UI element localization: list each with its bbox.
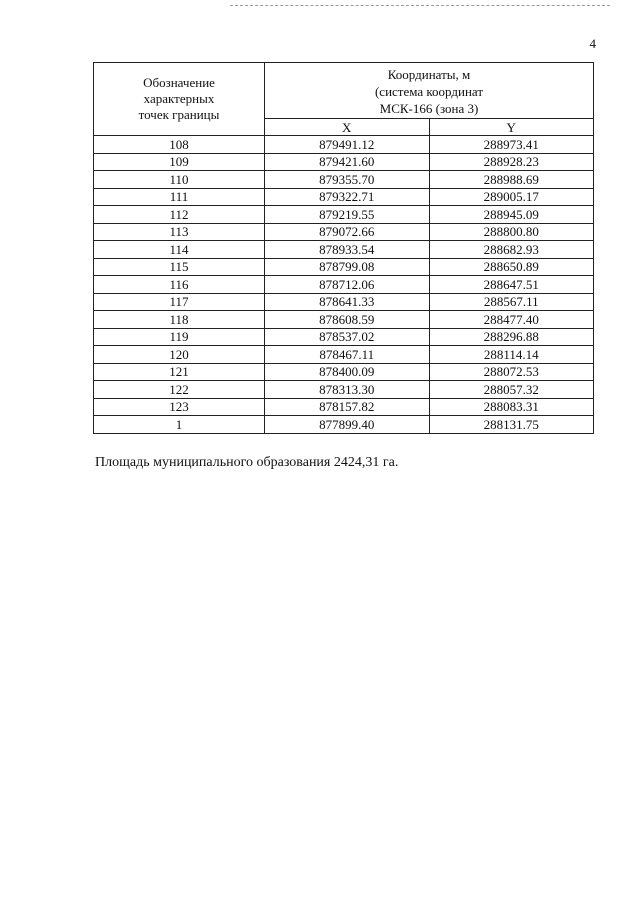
cell-y: 288057.32 [429, 381, 594, 399]
cell-x: 879491.12 [265, 136, 430, 154]
table-row [94, 311, 594, 329]
cell-point: 109 [94, 153, 265, 171]
header-coords-line: (система координат [374, 84, 484, 99]
table-row [94, 416, 594, 434]
cell-y: 288650.89 [429, 258, 594, 276]
table-row [94, 153, 594, 171]
cell-x: 878400.09 [265, 363, 430, 381]
cell-x: 878712.06 [265, 276, 430, 294]
table-row [94, 188, 594, 206]
top-edge-dashes [230, 5, 610, 6]
table-row [94, 223, 594, 241]
header-coordinates [265, 63, 594, 119]
cell-x: 878799.08 [265, 258, 430, 276]
cell-x: 878313.30 [265, 381, 430, 399]
cell-x: 877899.40 [265, 416, 430, 434]
cell-point: 112 [94, 206, 265, 224]
cell-point: 110 [94, 171, 265, 189]
cell-y: 288296.88 [429, 328, 594, 346]
table-row [94, 381, 594, 399]
cell-point: 115 [94, 258, 265, 276]
table-row [94, 346, 594, 364]
area-statement: Площадь муниципального образования 2424,31 га. [95, 455, 399, 470]
header-x: X [265, 119, 430, 136]
cell-point: 114 [94, 241, 265, 259]
table-row [94, 241, 594, 259]
cell-y: 288682.93 [429, 241, 594, 259]
table-row [94, 293, 594, 311]
cell-point: 122 [94, 381, 265, 399]
cell-point: 111 [94, 188, 265, 206]
cell-point: 120 [94, 346, 265, 364]
cell-point: 121 [94, 363, 265, 381]
cell-point: 116 [94, 276, 265, 294]
cell-x: 878157.82 [265, 398, 430, 416]
header-coords-line: Координаты, м [387, 67, 471, 82]
cell-y: 288800.80 [429, 223, 594, 241]
header-point-line: точек границы [138, 107, 220, 122]
page-number: 4 [589, 36, 596, 51]
cell-point: 118 [94, 311, 265, 329]
header-point-designation [94, 63, 265, 136]
cell-y: 288567.11 [429, 293, 594, 311]
table-body [94, 136, 594, 434]
cell-y: 288928.23 [429, 153, 594, 171]
cell-x: 878608.59 [265, 311, 430, 329]
cell-x: 878467.11 [265, 346, 430, 364]
cell-y: 288114.14 [429, 346, 594, 364]
table-row [94, 363, 594, 381]
table-row [94, 328, 594, 346]
cell-point: 119 [94, 328, 265, 346]
table-row [94, 171, 594, 189]
table-row [94, 398, 594, 416]
cell-y: 288131.75 [429, 416, 594, 434]
cell-y: 288083.31 [429, 398, 594, 416]
table-row [94, 276, 594, 294]
cell-x: 879219.55 [265, 206, 430, 224]
table-row [94, 258, 594, 276]
cell-y: 288072.53 [429, 363, 594, 381]
cell-x: 878641.33 [265, 293, 430, 311]
cell-y: 288647.51 [429, 276, 594, 294]
cell-x: 878933.54 [265, 241, 430, 259]
cell-x: 879355.70 [265, 171, 430, 189]
cell-y: 288477.40 [429, 311, 594, 329]
table-row [94, 136, 594, 154]
header-point-line: Обозначение [143, 75, 215, 90]
header-point-line: характерных [143, 91, 215, 106]
cell-x: 879072.66 [265, 223, 430, 241]
cell-x: 878537.02 [265, 328, 430, 346]
coordinates-table [93, 62, 594, 434]
cell-point: 123 [94, 398, 265, 416]
cell-point: 1 [94, 416, 265, 434]
cell-y: 289005.17 [429, 188, 594, 206]
cell-point: 108 [94, 136, 265, 154]
cell-y: 288945.09 [429, 206, 594, 224]
cell-x: 879322.71 [265, 188, 430, 206]
cell-point: 117 [94, 293, 265, 311]
cell-y: 288973.41 [429, 136, 594, 154]
cell-point: 113 [94, 223, 265, 241]
header-y: Y [429, 119, 594, 136]
cell-y: 288988.69 [429, 171, 594, 189]
header-coords-line: МСК-166 (зона 3) [379, 101, 479, 116]
table-row [94, 206, 594, 224]
cell-x: 879421.60 [265, 153, 430, 171]
